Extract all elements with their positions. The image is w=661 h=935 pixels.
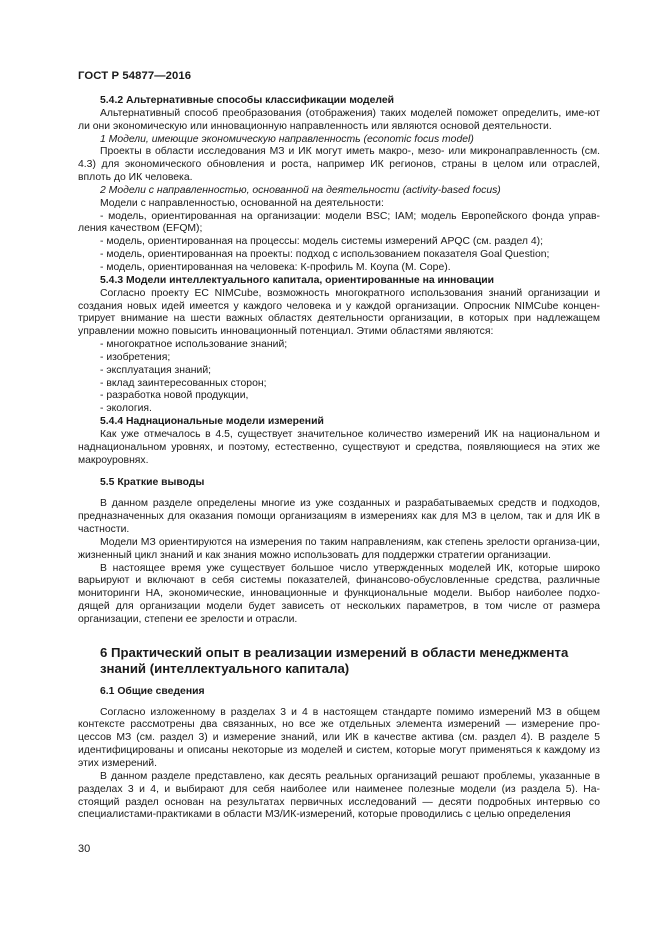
paragraph: Согласно изложенному в разделах 3 и 4 в настоящем стандарте помимо измерений МЗ в общем контексте рассмотрены два связанных, но все же отдельных элемента измерений — измерение про-цессов МЗ (см. раздел 3) и измерение знаний, или ИК в качестве актива (см. раздел 4). В разделе 5 идентифицированы и описаны некоторые из моделей и систем, которые могут применяться к каждому из этих измерений. xyxy=(78,706,600,769)
list-item: - модель, ориентированная на организации: модели BSC; IAM; модель Европейского фонда управ-ления качеством (EFQM); xyxy=(78,210,600,235)
section-heading-5-5: 5.5 Краткие выводы xyxy=(100,477,205,489)
paragraph: Модели с направленностью, основанной на деятельности: xyxy=(100,197,384,209)
list-item: - изобретения; xyxy=(100,351,171,363)
page-number: 30 xyxy=(78,843,91,855)
list-item: - модель, ориентированная на процессы: модель системы измерений APQC (см. раздел 4); xyxy=(100,236,543,248)
paragraph: В данном разделе представлено, как десять реальных организаций решают проблемы, указанные в разделах 3 и 4, и выбирают для себя наиболее или наименее полезные модели (из раздела 5). На-стоящий раздел основан на результатах первичных исследований — десяти подробных интервью со специалистами-практиками в области МЗ/ИК-измерений, которые проводились с целью определения xyxy=(78,770,600,821)
list-item: - разработка новой продукции, xyxy=(100,390,249,402)
paragraph: В настоящее время уже существует большое число утвержденных моделей ИК, которые широко варьируют и включают в себя системы показателей, финансово-обусловленные средства, различные мониторинги НА, экономические, инновационные и функциональные модели. Выбор наиболее подхо-дящей для организации модели будет зависеть от нескольких параметров, в том числе от размера организации, степени ее зрелости и отрасли. xyxy=(78,562,600,625)
paragraph: Модели МЗ ориентируются на измерения по таким направлениям, как степень зрелости организа-ции, жизненный цикл знаний и как знания можно использовать для поддержки стратегии организации. xyxy=(78,536,600,561)
section-heading-5-4-3: 5.4.3 Модели интеллектуального капитала, ориентированные на инновации xyxy=(100,274,495,286)
paragraph: Согласно проекту ЕС NIMCube, возможность многократного использования знаний организации и создания новых идей имеется у каждого человека и у каждой организации. Опросник NIMCube концен-трирует внимание на шести важных областях деятельности организации, в которых при надлежащем управлении можно повысить инновационный потенциал. Этими областями являются: xyxy=(78,287,600,338)
list-item: - модель, ориентированная на проекты: подход с использованием показателя Goal Question; xyxy=(100,249,550,261)
list-item: - многократное использование знаний; xyxy=(100,339,288,351)
document-header: ГОСТ Р 54877—2016 xyxy=(78,70,192,82)
paragraph: В данном разделе определены многие из уже созданных и разрабатываемых средств и подходов, предназначенных для оказания помощи организациям в измерениях как для МЗ в целом, так и для ИК в частности. xyxy=(78,498,600,535)
list-item: - экология. xyxy=(100,403,152,415)
list-item: - модель, ориентированная на человека: К-профиль М. Коупа (М. Cope). xyxy=(100,261,451,273)
paragraph: Альтернативный способ преобразования (отображения) таких моделей поможет определить, име-ют ли они экономическую или инновационную направленность или являются основой деятельности. xyxy=(78,107,600,132)
section-heading-5-4-4: 5.4.4 Наднациональные модели измерений xyxy=(100,416,324,428)
list-item: - эксплуатация знаний; xyxy=(100,364,212,376)
subheading-economic-focus: 1 Модели, имеющие экономическую направленность (economic focus model) xyxy=(100,133,474,145)
section-heading-6-1: 6.1 Общие сведения xyxy=(100,685,205,697)
document-body xyxy=(78,95,600,822)
section-heading-6: 6 Практический опыт в реализации измерений в области менеджмента знаний (интеллектуального капитала) xyxy=(100,644,569,677)
paragraph: Проекты в области исследования МЗ и ИК могут иметь макро-, мезо- или микронаправленность (см. 4.3) для экономического обновления и роста, например ИК регионов, страны в целом или отраслей, вплоть до ИК человека. xyxy=(78,146,600,184)
section-heading-5-4-2: 5.4.2 Альтернативные способы классификации моделей xyxy=(100,95,395,106)
paragraph: Как уже отмечалось в 4.5, существует значительное количество измерений ИК на национальном и наднациональном уровнях, и поэтому, естественно, существуют и средства, появляющиеся на этих же макроуровнях. xyxy=(78,428,600,466)
list-item: - вклад заинтересованных сторон; xyxy=(100,377,267,389)
subheading-activity-focus: 2 Модели с направленностью, основанной на деятельности (activity-based focus) xyxy=(100,184,501,196)
